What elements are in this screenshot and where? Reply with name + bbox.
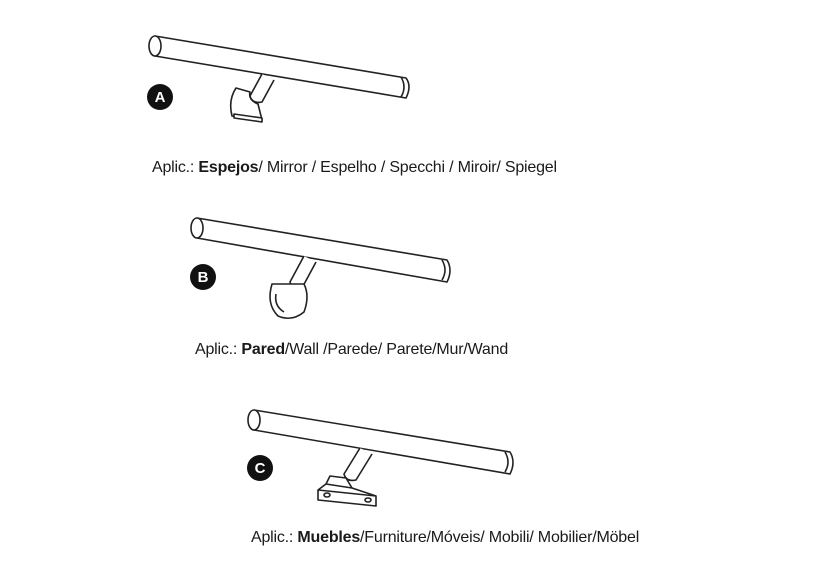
caption-rest: /Wall /Parede/ Parete/Mur/Wand xyxy=(284,341,509,358)
badge-letter: A xyxy=(154,88,166,106)
caption-c xyxy=(251,529,639,547)
caption-bold: Pared xyxy=(241,341,285,358)
badge-letter: B xyxy=(197,268,209,286)
caption-prefix: Aplic.: xyxy=(152,159,195,176)
caption-prefix: Aplic.: xyxy=(251,529,294,546)
caption-rest: / Mirror / Espelho / Specchi / Miroir/ Spiegel xyxy=(258,159,557,176)
caption-rest: /Furniture/Móveis/ Mobili/ Mobilier/Möbel xyxy=(360,529,640,546)
caption-bold: Espejos xyxy=(198,159,259,176)
caption-bold: Muebles xyxy=(297,529,361,546)
badge-c xyxy=(247,455,273,481)
caption-prefix: Aplic.: xyxy=(195,341,238,358)
badge-letter: C xyxy=(254,459,266,477)
